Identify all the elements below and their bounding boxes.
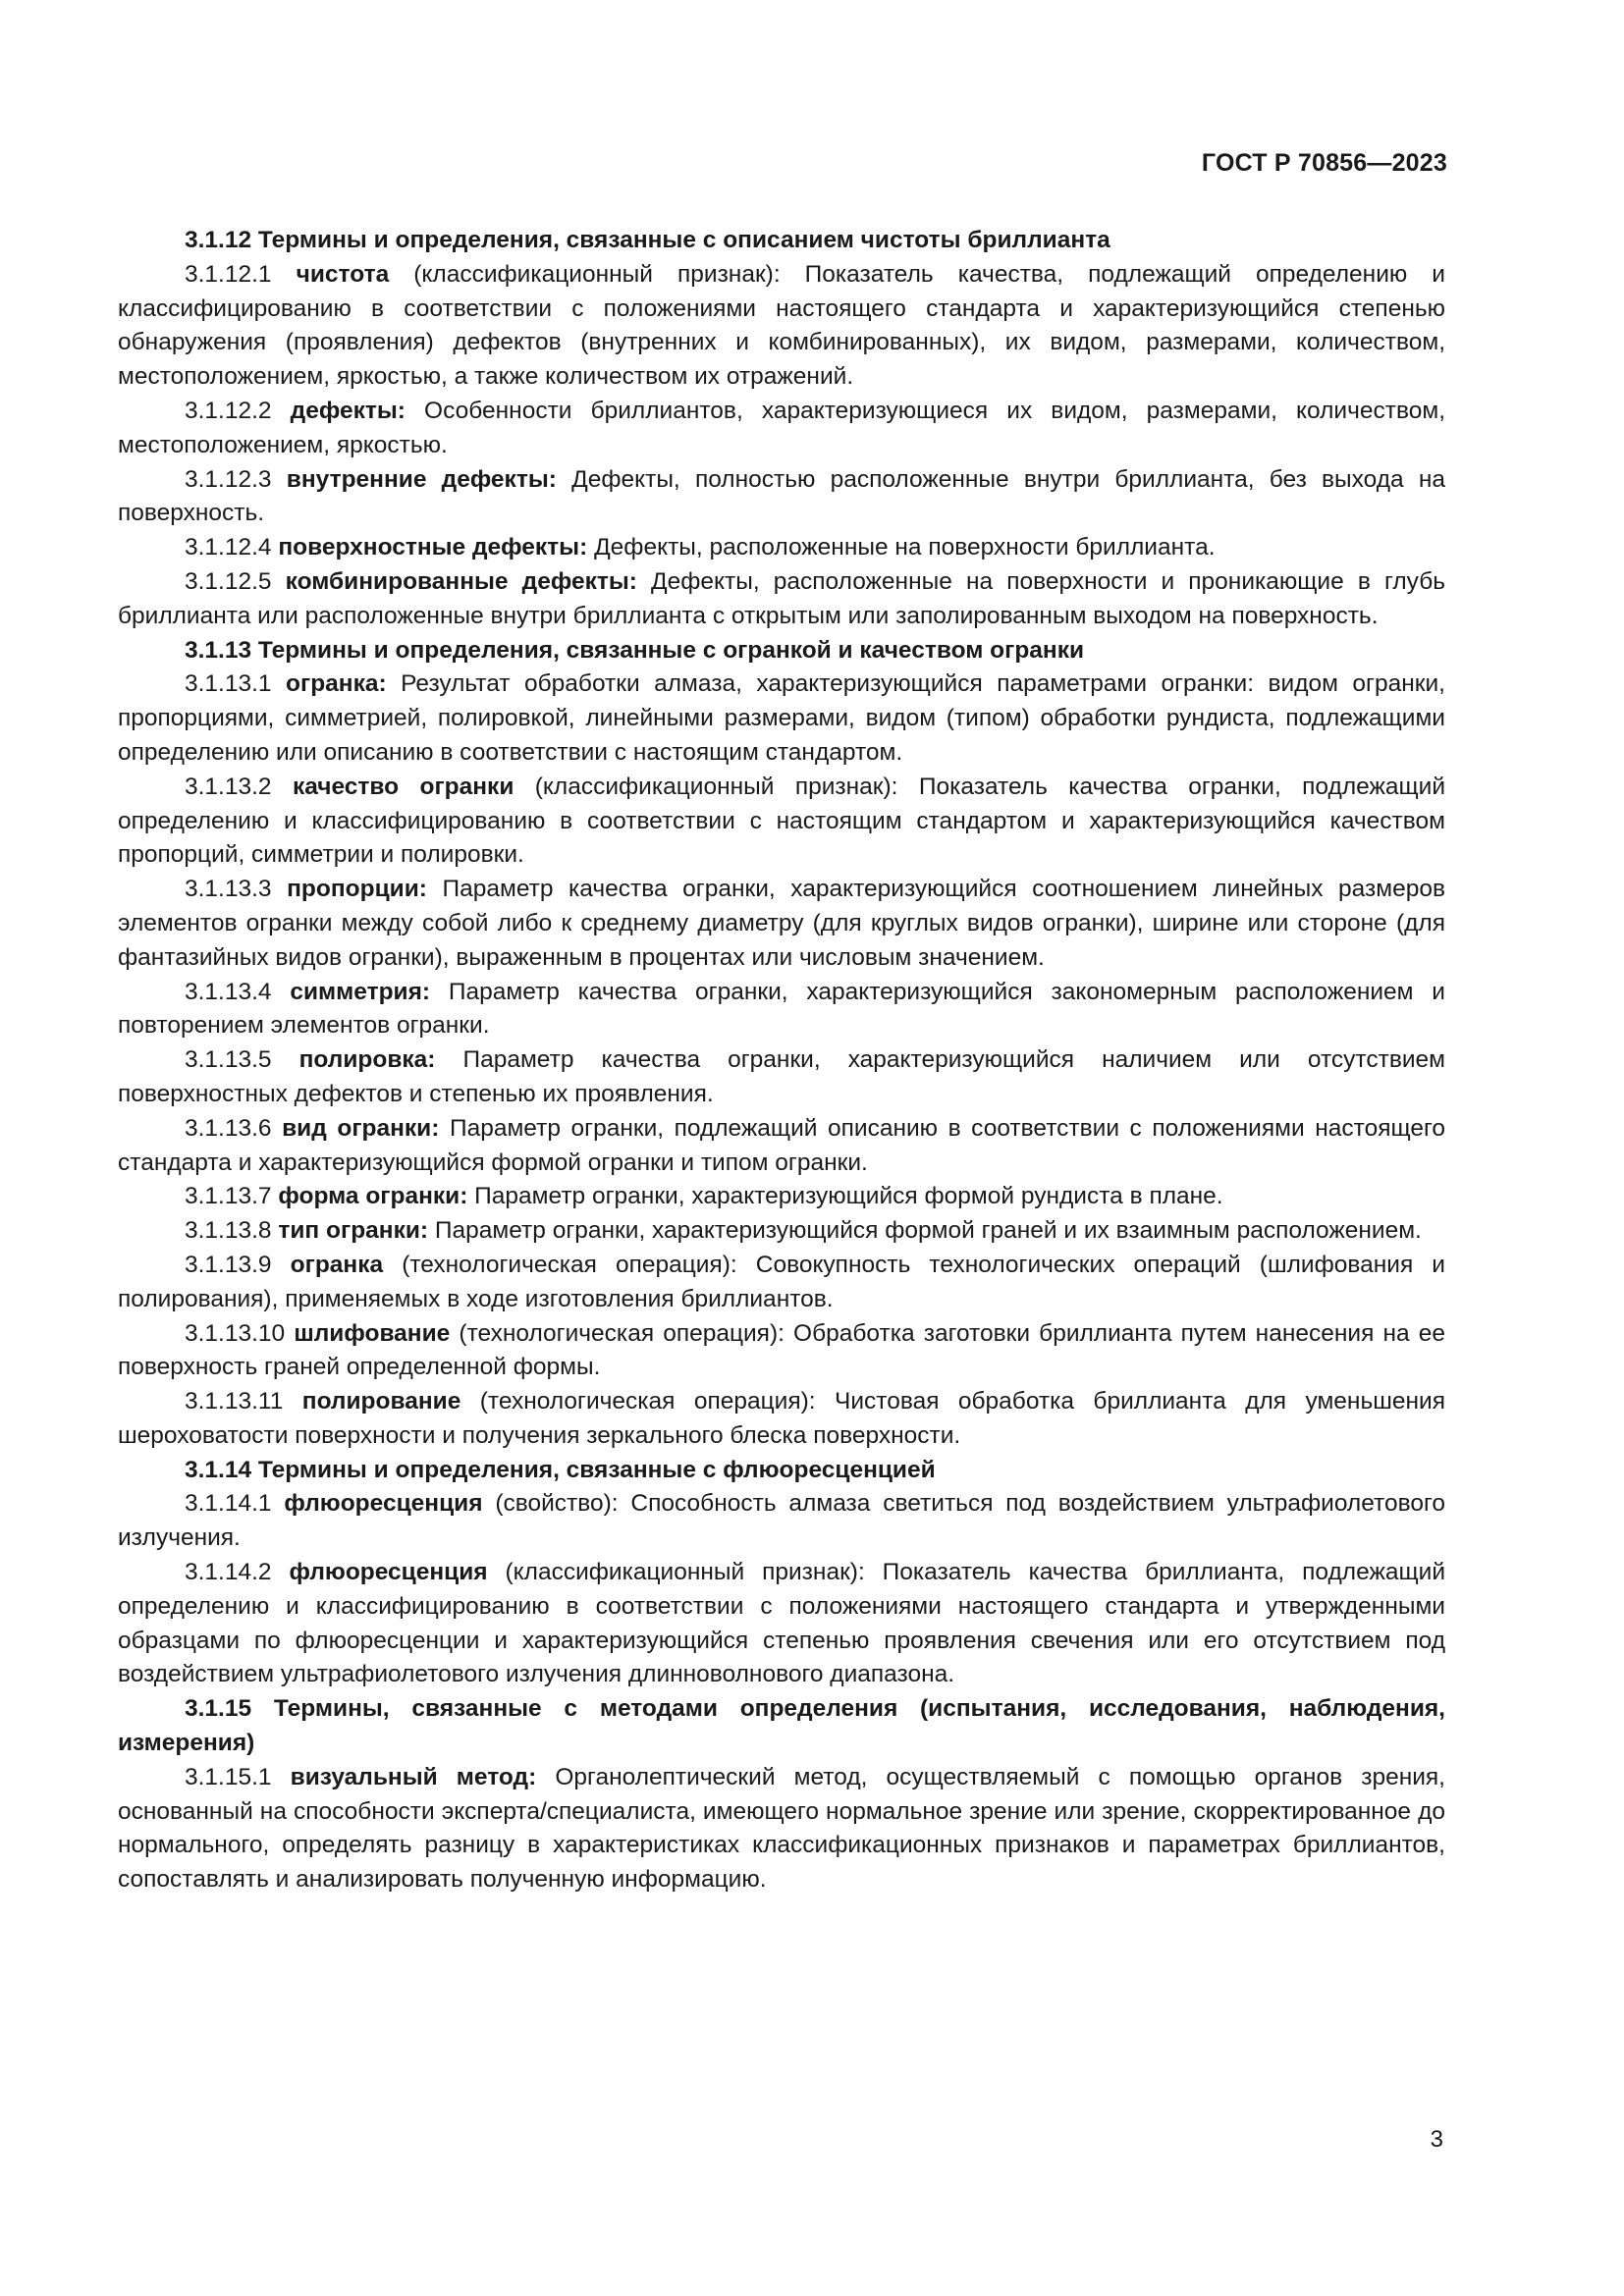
term-name: качество огранки: [292, 773, 514, 800]
term-number: 3.1.14.1: [185, 1490, 272, 1518]
term-paragraph: [118, 1317, 1445, 1386]
term-name: флюоресценция: [284, 1490, 483, 1518]
term-number: 3.1.13.7: [185, 1183, 272, 1210]
term-name: внутренние дефекты:: [286, 465, 557, 493]
term-paragraph: [118, 873, 1445, 975]
term-name: поверхностные дефекты:: [278, 534, 588, 561]
term-definition: Параметр качества огранки, характеризующийся соотношением линейных размеров элементов огранки между собой либо к среднему диаметру (для круглых видов огранки), ширине или стороне (для фантазийных видов огранки), выраженным в процентах или числовым значением.: [118, 876, 1445, 971]
section-heading: 3.1.12 Термины и определения, связанные с описанием чистоты бриллианта: [185, 227, 1110, 253]
term-number: 3.1.13.3: [185, 876, 272, 903]
term-paragraph: [118, 1487, 1445, 1556]
term-number: 3.1.12.4: [185, 534, 272, 561]
term-name: дефекты:: [290, 397, 406, 424]
term-number: 3.1.13.1: [185, 670, 272, 698]
term-definition: (классификационный признак): Показатель качества бриллианта, подлежащий определению и классифицированию в соответствии с положениями настоящего стандарта и утвержденными образцами по флюоресценции и характеризующийся степенью проявления свечения или его отсутствием под воздействием ультрафиолетового излучения длинноволнового диапазона.: [118, 1559, 1445, 1688]
term-paragraph: [118, 1556, 1445, 1692]
term-paragraph: [118, 531, 1445, 565]
term-number: 3.1.13.10: [185, 1319, 286, 1347]
term-paragraph: [118, 1112, 1445, 1181]
term-definition: Особенности бриллиантов, характеризующиеся их видом, размерами, количеством, местоположением, яркостью.: [118, 397, 1445, 458]
term-paragraph: [118, 395, 1445, 463]
term-number: 3.1.13.6: [185, 1114, 272, 1142]
term-definition: Параметр качества огранки, характеризующийся закономерным расположением и повторением элементов огранки.: [118, 978, 1445, 1040]
term-number: 3.1.15.1: [185, 1763, 272, 1790]
term-paragraph: [118, 976, 1445, 1044]
standard-code: ГОСТ Р 70856—2023: [1201, 149, 1447, 177]
term-paragraph: [118, 1249, 1445, 1317]
term-name: симметрия:: [290, 978, 431, 1005]
page-number: 3: [1430, 2126, 1443, 2153]
term-name: огранка:: [286, 670, 387, 698]
term-number: 3.1.13.2: [185, 773, 272, 800]
term-definition: (свойство): Способность алмаза светиться под воздействием ультрафиолетового излучения.: [118, 1490, 1445, 1552]
term-paragraph: [118, 1214, 1445, 1249]
term-definition: Параметр огранки, характеризующийся формой рундиста в плане.: [467, 1183, 1223, 1210]
term-number: 3.1.12.3: [185, 465, 272, 493]
term-paragraph: [118, 771, 1445, 873]
term-definition: Дефекты, расположенные на поверхности и проникающие в глубь бриллианта или расположенные внутри бриллианта с открытым или заполированным выходом на поверхность.: [118, 567, 1445, 629]
term-number: 3.1.13.11: [185, 1388, 284, 1415]
term-number: 3.1.12.5: [185, 567, 272, 595]
term-definition: Результат обработки алмаза, характеризующийся параметрами огранки: видом огранки, пропорциями, симметрией, полировкой, линейными размерами, видом (типом) обработки рундиста, подлежащими определению или описанию в соответствии с настоящим стандартом.: [118, 670, 1445, 766]
term-name: вид огранки:: [282, 1114, 440, 1142]
term-paragraph: [118, 463, 1445, 532]
term-name: полировка:: [298, 1046, 436, 1074]
term-name: тип огранки:: [278, 1217, 429, 1245]
term-name: комбинированные дефекты:: [285, 567, 637, 595]
term-definition: Органолептический метод, осуществляемый с помощью органов зрения, основанный на способности эксперта/специалиста, имеющего нормальное зрение или зрение, скорректированное до нормального, определять разницу в характеристиках классификационных признаков и параметрах бриллиантов, сопоставлять и анализировать полученную информацию.: [118, 1763, 1445, 1894]
term-definition: Дефекты, полностью расположенные внутри бриллианта, без выхода на поверхность.: [118, 465, 1445, 527]
term-name: флюоресценция: [289, 1559, 488, 1586]
term-paragraph: [118, 1043, 1445, 1112]
term-paragraph: [118, 565, 1445, 634]
term-name: шлифование: [294, 1319, 451, 1347]
term-number: 3.1.12.1: [185, 260, 272, 288]
section-heading: 3.1.15 Термины, связанные с методами определения (испытания, исследования, наблюдения, измерения): [118, 1695, 1445, 1757]
term-paragraph: [118, 1180, 1445, 1214]
section-heading: 3.1.14 Термины и определения, связанные с флюоресценцией: [185, 1456, 936, 1483]
term-name: форма огранки:: [278, 1183, 468, 1210]
term-name: пропорции:: [287, 876, 427, 903]
term-paragraph: [118, 667, 1445, 770]
term-name: огранка: [290, 1251, 384, 1278]
term-name: чистота: [296, 260, 390, 288]
term-definition: (технологическая операция): Совокупность технологических операций (шлифования и полирования), применяемых в ходе изготовления бриллиантов.: [118, 1251, 1445, 1312]
term-number: 3.1.12.2: [185, 397, 272, 424]
term-number: 3.1.13.5: [185, 1046, 272, 1074]
term-name: визуальный метод:: [290, 1763, 537, 1790]
term-definition: Дефекты, расположенные на поверхности бриллианта.: [587, 534, 1216, 561]
section-heading: 3.1.13 Термины и определения, связанные с огранкой и качеством огранки: [185, 636, 1085, 664]
term-name: полирование: [301, 1388, 461, 1415]
term-definition: Параметр огранки, характеризующийся формой граней и их взаимным расположением.: [428, 1217, 1422, 1245]
term-paragraph: [118, 258, 1445, 395]
term-number: 3.1.13.8: [185, 1217, 272, 1245]
term-definition: (классификационный признак): Показатель качества огранки, подлежащий определению и классифицированию в соответствии с настоящим стандартом и характеризующийся качеством пропорций, симметрии и полировки.: [118, 773, 1446, 869]
document-body: [118, 224, 1445, 1897]
term-number: 3.1.13.4: [185, 978, 272, 1005]
term-definition: (классификационный признак): Показатель качества, подлежащий определению и классифицированию в соответствии с положениями настоящего стандарта и характеризующийся степенью обнаружения (проявления) дефектов (внутренних и комбинированных), их видом, размерами, количеством, местоположением, яркостью, а также количеством их отражений.: [118, 260, 1445, 391]
term-paragraph: [118, 1761, 1445, 1897]
term-number: 3.1.14.2: [185, 1559, 272, 1586]
term-paragraph: [118, 1385, 1445, 1454]
term-definition: Параметр огранки, подлежащий описанию в соответствии с положениями настоящего стандарта и характеризующийся формой огранки и типом огранки.: [118, 1114, 1445, 1176]
term-definition: (технологическая операция): Обработка заготовки бриллианта путем нанесения на ее поверхность граней определенной формы.: [118, 1319, 1445, 1381]
term-number: 3.1.13.9: [185, 1251, 272, 1278]
term-definition: (технологическая операция): Чистовая обработка бриллианта для уменьшения шероховатости поверхности и получения зеркального блеска поверхности.: [118, 1388, 1445, 1449]
term-definition: Параметр качества огранки, характеризующийся наличием или отсутствием поверхностных дефектов и степенью их проявления.: [118, 1046, 1446, 1107]
